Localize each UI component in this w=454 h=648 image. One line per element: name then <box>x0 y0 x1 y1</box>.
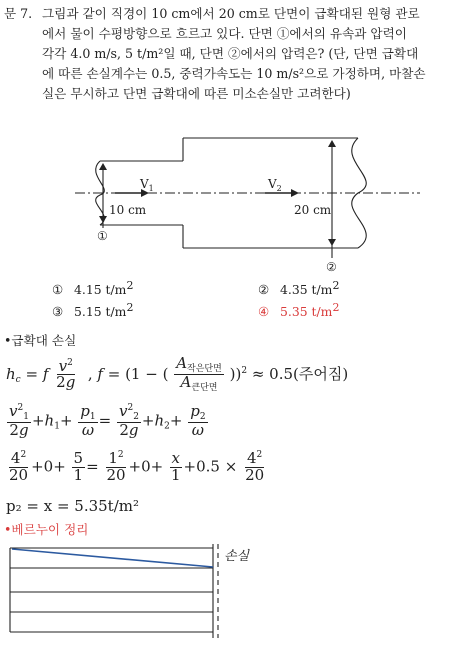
choice-4-correct[interactable]: ④ 5.35 $t/m^2$ <box>258 301 340 320</box>
equation-result: p₂ = x = 5.35t/m² <box>6 497 140 515</box>
v1-label: $V_1$ <box>140 177 154 193</box>
question-block <box>4 4 448 104</box>
question-line-1: 문 7. 그림과 같이 직경이 10 cm에서 20 cm로 단면이 급확대된 원형 관로 <box>4 4 448 24</box>
d1-label: 10 cm <box>109 203 147 217</box>
equation-bernoulli-substituted: $\frac{4^2}{20}$ +0+ $\frac{5}{1}$ = $\frac{1^2}{20}$ +0+ $\frac{x}{1}$ +0.5 × $\frac{4^2}{20}$ <box>9 449 265 484</box>
choice-3[interactable]: ③ 5.15 $t/m^2$ <box>52 301 134 320</box>
energy-line <box>12 549 213 567</box>
question-line-5: 실은 무시하고 단면 급확대에 따른 미소손실만 고려한다) <box>42 86 351 101</box>
section1-label: ① <box>97 229 108 243</box>
equation-loss-coefficient: $h_c = f$ $\frac{v^2}{2g}$ , f = (1 − ( $\frac{A_{작은단면}}{A_{큰단면}}$ ))$^2$ ≈ 0.5(주어짐) <box>6 354 349 394</box>
section-title-bernoulli: •베르누이 정리 <box>4 522 89 537</box>
question-line-4: 에 따른 손실계수는 0.5, 중력가속도는 10 m/s²으로 가정하며, 마찰손 <box>42 66 426 81</box>
energy-line-sketch <box>0 540 454 640</box>
question-line-2: 에서 물이 수평방향으로 흐르고 있다. 단면 ①에서의 유속과 압력이 <box>42 26 407 41</box>
v2-label: $V_2$ <box>268 177 282 193</box>
loss-label: 손실 <box>224 549 250 564</box>
pipe-expansion-figure <box>0 130 454 278</box>
choice-1[interactable]: ① 4.15 $t/m^2$ <box>52 279 134 298</box>
question-line-3: 각각 4.0 m/s, 5 t/m²일 때, 단면 ②에서의 압력은? (단, 단면 급확대 <box>42 46 419 61</box>
section-title-sudden-expansion: •급확대 손실 <box>4 333 77 348</box>
choice-2[interactable]: ② 4.35 $t/m^2$ <box>258 279 340 298</box>
question-number: 문 7. <box>4 6 33 21</box>
d2-label: 20 cm <box>294 203 332 217</box>
equation-bernoulli-general: $\frac{v^2_1}{2g}$ $+h_1+$ $\frac{p_1}{\omega}$ = $\frac{v^2_2}{2g}$ $+h_2+$ $\frac{p_2}{\omega}$ <box>9 402 206 440</box>
section2-label: ② <box>326 260 337 274</box>
